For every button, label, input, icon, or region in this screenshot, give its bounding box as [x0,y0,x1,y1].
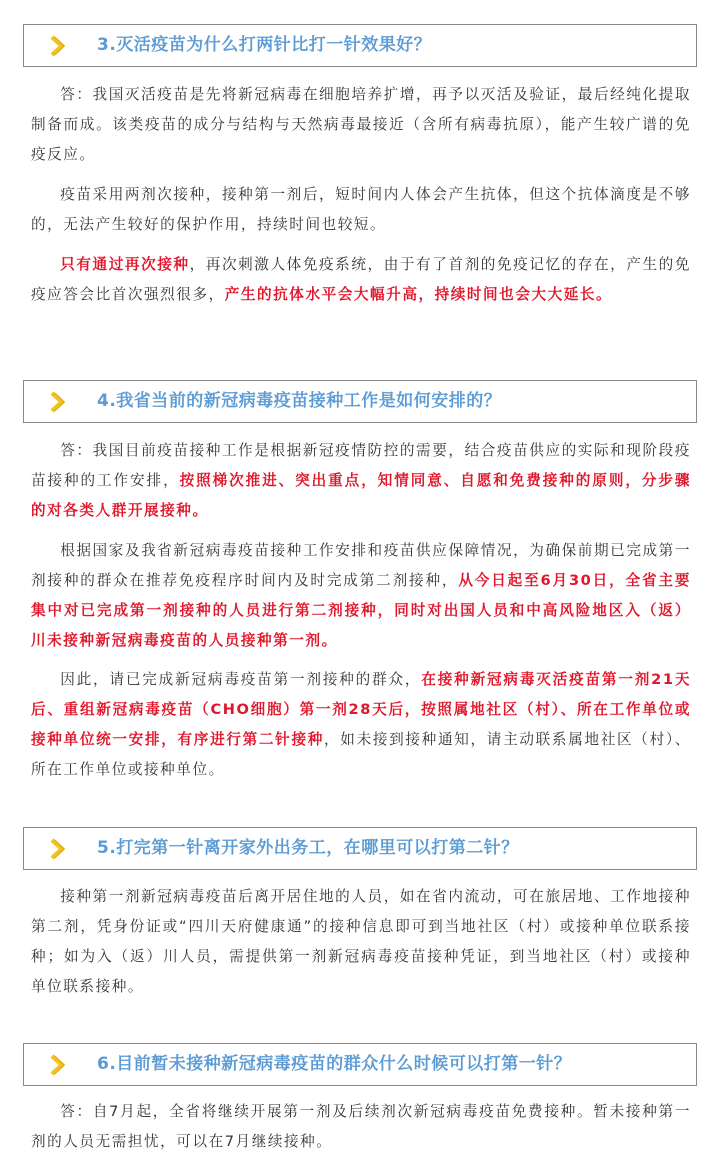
question-header-5 [23,827,697,870]
question-title: 3.灭活疫苗为什么打两针比打一针效果好？ [97,35,432,55]
question-title: 6.目前暂未接种新冠病毒疫苗的群众什么时候可以打第一针？ [97,1054,572,1074]
chevron-right-icon [48,34,68,58]
emphasized-text: 按照梯次推进、突出重点，知情同意、自愿和免费接种的原则，分步骤的对各类人群开展接种。 [31,472,692,519]
answer-paragraph [31,250,691,310]
question-header-3 [23,24,697,67]
chevron-right-icon [48,837,68,861]
body-text: 答：我国灭活疫苗是先将新冠病毒在细胞培养扩增，再予以灭活及验证，最后经纯化提取制备而成。该类疫苗的成分与结构与天然病毒最接近（含所有病毒抗原），能产生较广谱的免疫反应。 [31,86,691,163]
question-header-6 [23,1043,697,1086]
body-text: 根据国家及我省新冠病毒疫苗接种工作安排和疫苗供应保障情况，为确保前期已完成第一剂接种的群众在推荐免疫程序时间内及时完成第二剂接种， [31,542,691,589]
emphasized-text: 产生的抗体水平会大幅升高，持续时间也会大大延长。 [224,286,613,303]
body-text: 接种第一剂新冠病毒疫苗后离开居住地的人员，如在省内流动，可在旅居地、工作地接种第二剂，凭身份证或“四川天府健康通”的接种信息即可到当地社区（村）或接种单位联系接种；如为入（返）川人员，需提供第一剂新冠病毒疫苗接种凭证，到当地社区（村）或接种单位联系接种。 [31,888,691,995]
answer-paragraph [31,665,691,785]
body-text: 因此，请已完成新冠病毒疫苗第一剂接种的群众， [60,671,422,688]
answer-paragraph [31,1097,691,1157]
answer-paragraph [31,882,691,1002]
chevron-right-icon [48,1053,68,1077]
body-text: 答：自7月起，全省将继续开展第一剂及后续剂次新冠病毒疫苗免费接种。暂未接种第一剂的人员无需担忧，可以在7月继续接种。 [31,1103,691,1150]
emphasized-text: 只有通过再次接种 [60,256,190,273]
emphasized-text: 从今日起至6月30日，全省主要集中对已完成第一剂接种的人员进行第二剂接种，同时对出国人员和中高风险地区入（返）川未接种新冠病毒疫苗的人员接种第一剂。 [31,572,691,649]
question-title: 4.我省当前的新冠病毒疫苗接种工作是如何安排的？ [97,391,502,411]
answer-paragraph [31,80,691,170]
answer-paragraph [31,180,691,240]
body-text: 答：我国目前疫苗接种工作是根据新冠疫情防控的需要，结合疫苗供应的实际和现阶段疫苗接种的工作安排， [31,442,691,489]
body-text: ，再次刺激人体免疫系统，由于有了首剂的免疫记忆的存在，产生的免疫应答会比首次强烈很多， [31,256,691,303]
body-text: ，如未接到接种通知，请主动联系属地社区（村）、所在工作单位或接种单位。 [31,731,691,778]
answer-paragraph [31,436,691,526]
question-title: 5.打完第一针离开家外出务工，在哪里可以打第二针？ [97,838,519,858]
answer-paragraph [31,536,691,656]
emphasized-text: 在接种新冠病毒灭活疫苗第一剂21天后、重组新冠病毒疫苗（CHO细胞）第一剂28天后，按照属地社区（村）、所在工作单位或接种单位统一安排，有序进行第二针接种 [31,671,691,748]
chevron-right-icon [48,390,68,414]
question-header-4 [23,380,697,423]
body-text: 疫苗采用两剂次接种，接种第一剂后，短时间内人体会产生抗体，但这个抗体滴度是不够的，无法产生较好的保护作用，持续时间也较短。 [31,186,691,233]
